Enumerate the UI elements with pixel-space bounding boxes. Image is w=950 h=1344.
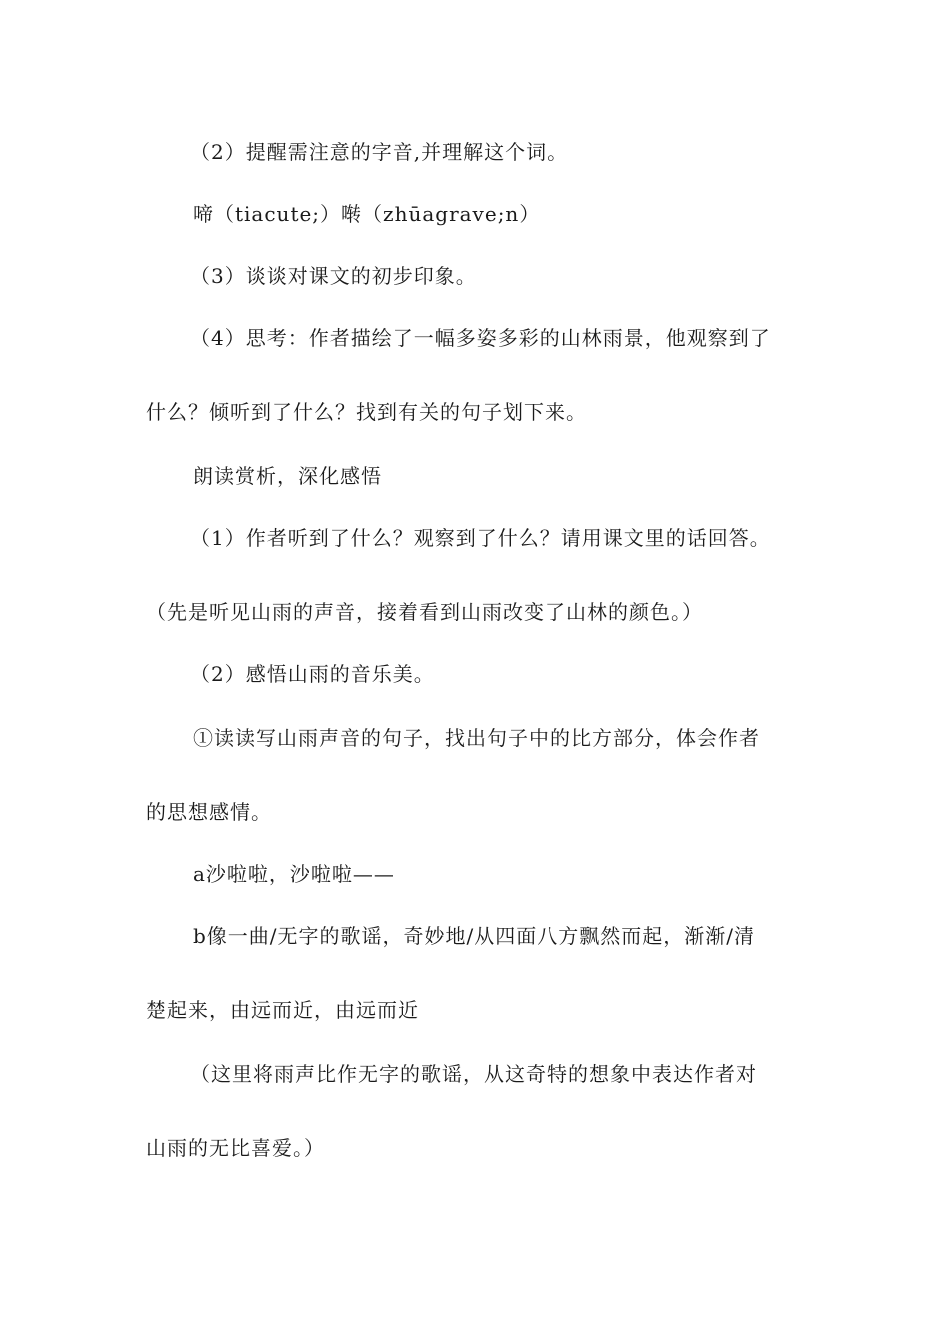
- text-line: （2）感悟山雨的音乐美。: [190, 662, 435, 686]
- text-line: （先是听见山雨的声音，接着看到山雨改变了山林的颜色。）: [146, 600, 703, 624]
- text-line: 的思想感情。: [146, 800, 272, 824]
- text-line: 什么？倾听到了什么？找到有关的句子划下来。: [146, 400, 587, 424]
- text-line: （这里将雨声比作无字的歌谣，从这奇特的想象中表达作者对: [190, 1062, 757, 1086]
- text-line: b像一曲/无字的歌谣，奇妙地/从四面八方飘然而起，渐渐/清: [193, 924, 756, 948]
- text-line: 山雨的无比喜爱。）: [146, 1136, 325, 1160]
- text-line: a沙啦啦，沙啦啦——: [193, 862, 395, 886]
- text-line: （1）作者听到了什么？观察到了什么？请用课文里的话回答。: [190, 526, 771, 550]
- text-line: 朗读赏析，深化感悟: [193, 464, 382, 488]
- text-line: （4）思考：作者描绘了一幅多姿多彩的山林雨景，他观察到了: [190, 326, 771, 350]
- text-line: 楚起来，由远而近，由远而近: [146, 998, 419, 1022]
- text-line: 啼（tiacute;）啭（zhūagrave;n）: [193, 202, 541, 226]
- text-line: （2）提醒需注意的字音,并理解这个词。: [190, 140, 569, 164]
- text-line: ①读读写山雨声音的句子，找出句子中的比方部分，体会作者: [193, 726, 760, 750]
- text-line: （3）谈谈对课文的初步印象。: [190, 264, 477, 288]
